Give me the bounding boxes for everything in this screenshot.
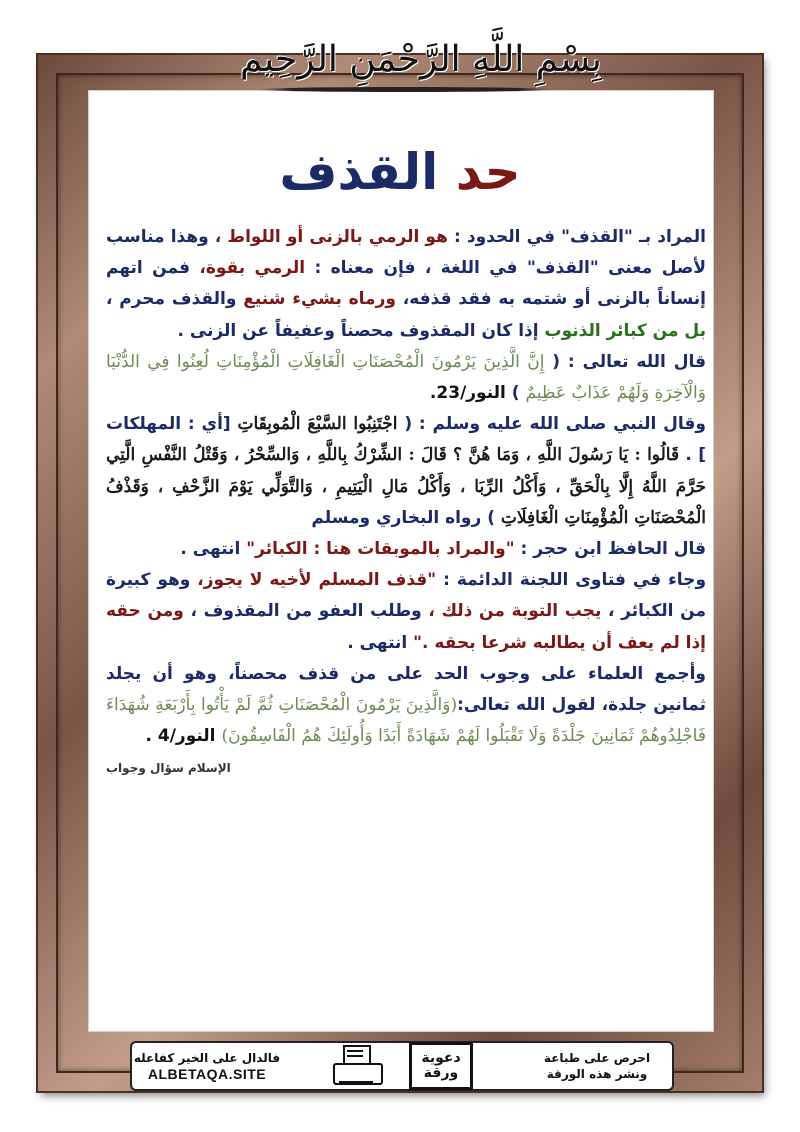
paragraph-hadith (106, 409, 706, 534)
title-hadd: حد (455, 143, 521, 201)
footer-icons (331, 1042, 473, 1090)
verse-reference: النور/4 . (145, 726, 222, 747)
verse-reference: النور/23. (429, 383, 506, 404)
footer-site (132, 1050, 282, 1082)
footer-bar (130, 1041, 674, 1091)
text-span: لقول الله تعالى: (457, 695, 596, 716)
text-span: فمن اتهم إنساناً بالزنى أو شتمه به فقد قذفه، (106, 258, 706, 310)
article-body (106, 222, 706, 1022)
text-span: انتهى . (180, 539, 241, 560)
logo-text: دعوية (421, 1050, 461, 1066)
footer-print-note (522, 1050, 672, 1082)
text-span: بل من كبائر الذنوب (538, 320, 706, 341)
paragraph-ibn-hajar (106, 534, 706, 565)
hadith-source: ) رواه البخاري ومسلم (311, 507, 501, 528)
text-span: انتهى . (347, 632, 408, 653)
text-span: ومن حقه إذا لم يعف أن يطالبه شرعا بحقه ." (106, 601, 706, 653)
credit-line (106, 752, 706, 784)
daawiya-logo-icon (409, 1042, 473, 1090)
paragraph-definition (106, 222, 706, 347)
text-span: "والمراد بالموبقات هنا : الكبائر" (240, 539, 515, 560)
text-span: وهو أن يجلد ثمانين جلدة، (106, 663, 706, 716)
text-span: المراد بـ "القذف" في الحدود : (447, 227, 706, 247)
text-span: ) (505, 383, 526, 404)
text-span: وأجمع العلماء على وجوب الحد على من قذف محصناً، (216, 663, 706, 684)
text-span: والقذف محرم ، (106, 289, 237, 310)
title-qadhf: القذف (279, 143, 439, 201)
text-span: قال الحافظ ابن حجر : (514, 539, 706, 560)
printer-icon (331, 1045, 381, 1087)
paragraph-consensus (106, 659, 706, 785)
text-span: الرمي بقوة، (189, 258, 306, 279)
footer-text: فالدال على الخير كفاعله (133, 1051, 281, 1065)
text-span: وهذا مناسب لأصل معنى "القذف" في اللغة ، فإن معناه : (106, 227, 706, 279)
text-span: هو الرمي بالزنى أو اللواط ، (208, 227, 448, 247)
text-span: "قذف المسلم لأخيه لا يجوز، (190, 570, 437, 591)
quran-verse: إِنَّ الَّذِينَ يَرْمُونَ الْمُحْصَنَاتِ الْغَافِلَاتِ الْمُؤْمِنَاتِ لُعِنُوا فِي الدُّنْيَا وَالْآخِرَةِ وَلَهُمْ عَذَابٌ عَظِيمٌ (106, 351, 706, 404)
quran-verse: (وَالَّذِينَ يَرْمُونَ الْمُحْصَنَاتِ ثُمَّ لَمْ يَأْتُوا بِأَرْبَعَةِ شُهَدَاءَ فَاجْلِدُوهُمْ ثَمَانِينَ جَلْدَةً وَلَا تَقْبَلُوا لَهُمْ شَهَادَةً أَبَدًا وَأُولَئِكَ هُمُ الْفَاسِقُونَ) (106, 695, 706, 747)
site-link[interactable]: ALBETAQA.SITE (147, 1066, 267, 1082)
hadith-text: اجْتَنِبُوا السَّبْعَ الْمُوبِقَاتِ (237, 414, 398, 435)
basmala-calligraphy: بِسْمِ اللَّهِ الرَّحْمَنِ الرَّحِيم (240, 8, 570, 112)
footer-text: ونشر هذه الورقة (546, 1067, 648, 1081)
text-span: يجب التوبة من ذلك ، (421, 601, 602, 622)
paragraph-fatwa (106, 565, 706, 659)
text-span: إذا كان المقذوف محصناً وعفيفاً عن الزنى . (177, 320, 539, 341)
logo-text: ورقة (423, 1065, 459, 1081)
paragraph-quran-verse (106, 347, 706, 409)
source-credit: الإسلام سؤال وجواب (106, 761, 231, 776)
text-span: [أي : المهلكات ] . (106, 414, 706, 466)
text-span: وطلب العفو من المقذوف ، (183, 601, 422, 622)
text-span: وقال النبي صلى الله عليه وسلم : ( (397, 414, 706, 435)
hadith-text: قَالُوا : يَا رَسُولَ اللَّهِ ، وَمَا هُنَّ ؟ قَالَ : الشِّرْكُ بِاللَّهِ ، وَالسِّحْرُ ، وَقَتْلُ النَّفْسِ الَّتِي حَرَّمَ اللَّهُ إِلَّا بِالْحَقِّ ، وَأَكْلُ الرِّبَا ، وَأَكْلُ مَالِ الْيَتِيمِ ، وَالتَّوَلِّي يَوْمَ الزَّحْفِ ، وَقَذْفُ الْمُحْصَنَاتِ الْمُؤْمِنَاتِ الْغَافِلَاتِ (106, 445, 706, 528)
text-span: قال الله تعالى : ( (544, 351, 706, 372)
page-title (88, 140, 712, 204)
text-span: ورماه بشيء شنيع (236, 289, 396, 310)
footer-text: احرص على طباعة (543, 1051, 651, 1065)
text-span: وهو كبيرة من الكبائر ، (106, 570, 706, 622)
text-span: وجاء في فتاوى اللجنة الدائمة : (436, 570, 706, 591)
